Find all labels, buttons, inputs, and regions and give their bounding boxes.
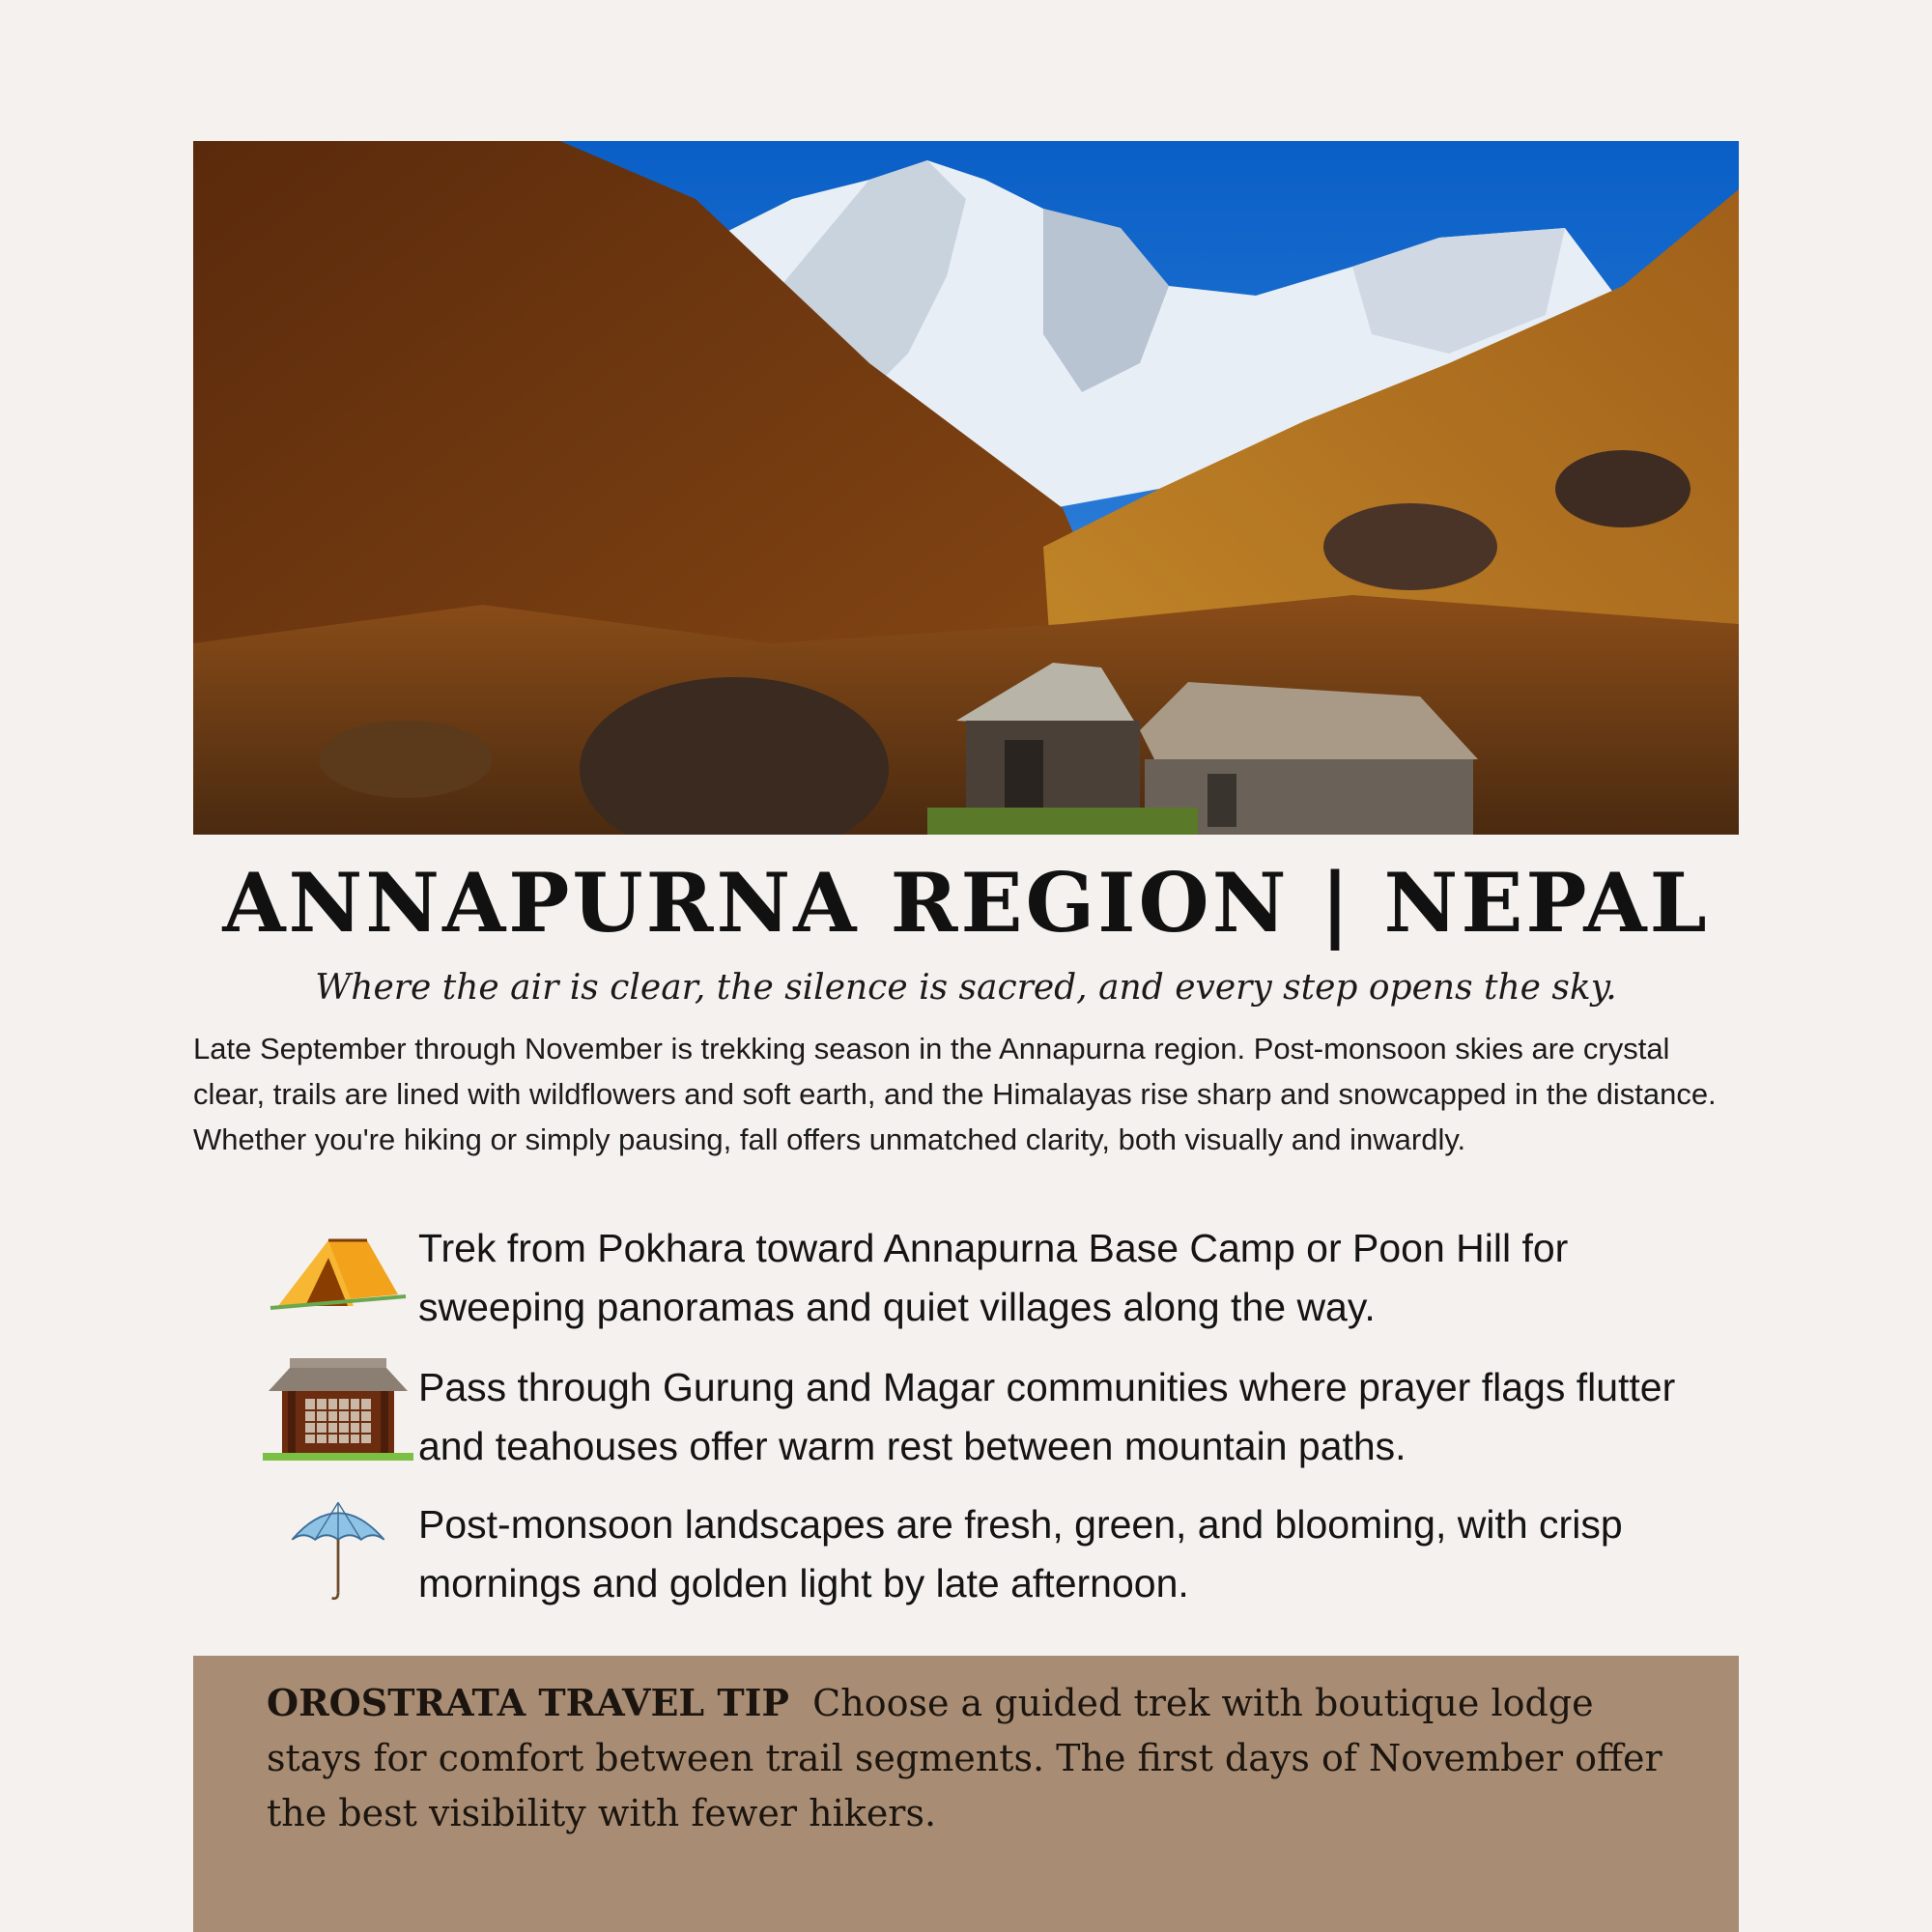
bullet-text: Post-monsoon landscapes are fresh, green, and blooming, with crisp mornings and golden light by late afternoon. xyxy=(418,1502,1623,1605)
bullet-text: Trek from Pokhara toward Annapurna Base Camp or Poon Hill for sweeping panoramas and quiet villages along the way. xyxy=(418,1226,1569,1329)
tagline: Where the air is clear, the silence is sacred, and every step opens the sky. xyxy=(315,968,1617,1008)
teahouse-icon xyxy=(261,1358,415,1464)
travel-tip-box xyxy=(193,1656,1739,1932)
mountain-landscape-image xyxy=(193,141,1739,835)
bullet-text: Pass through Gurung and Magar communities where prayer flags flutter and teahouses offer warm rest between mountain paths. xyxy=(418,1365,1676,1468)
intro-paragraph: Late September through November is trekking season in the Annapurna region. Post-monsoon skies are crystal clear, trails are lined with wildflowers and soft earth, and the Himalayas rise sharp and snowcapped in the distance. Whether you're hiking or simply pausing, fall offers unmatched clarity, both visually and inwardly. xyxy=(193,1032,1717,1156)
travel-tip-body: Choose a guided trek with boutique lodge stays for comfort between trail segments. The first days of November offer the best visibility with fewer hikers. xyxy=(267,1682,1662,1834)
tent-icon xyxy=(261,1219,415,1325)
page-title: ANNAPURNA REGION | NEPAL xyxy=(222,855,1710,951)
hero-photo xyxy=(193,141,1739,835)
travel-tip-text xyxy=(267,1675,1667,1841)
travel-tip-label: OROSTRATA TRAVEL TIP xyxy=(267,1681,789,1724)
umbrella-icon xyxy=(261,1495,415,1602)
